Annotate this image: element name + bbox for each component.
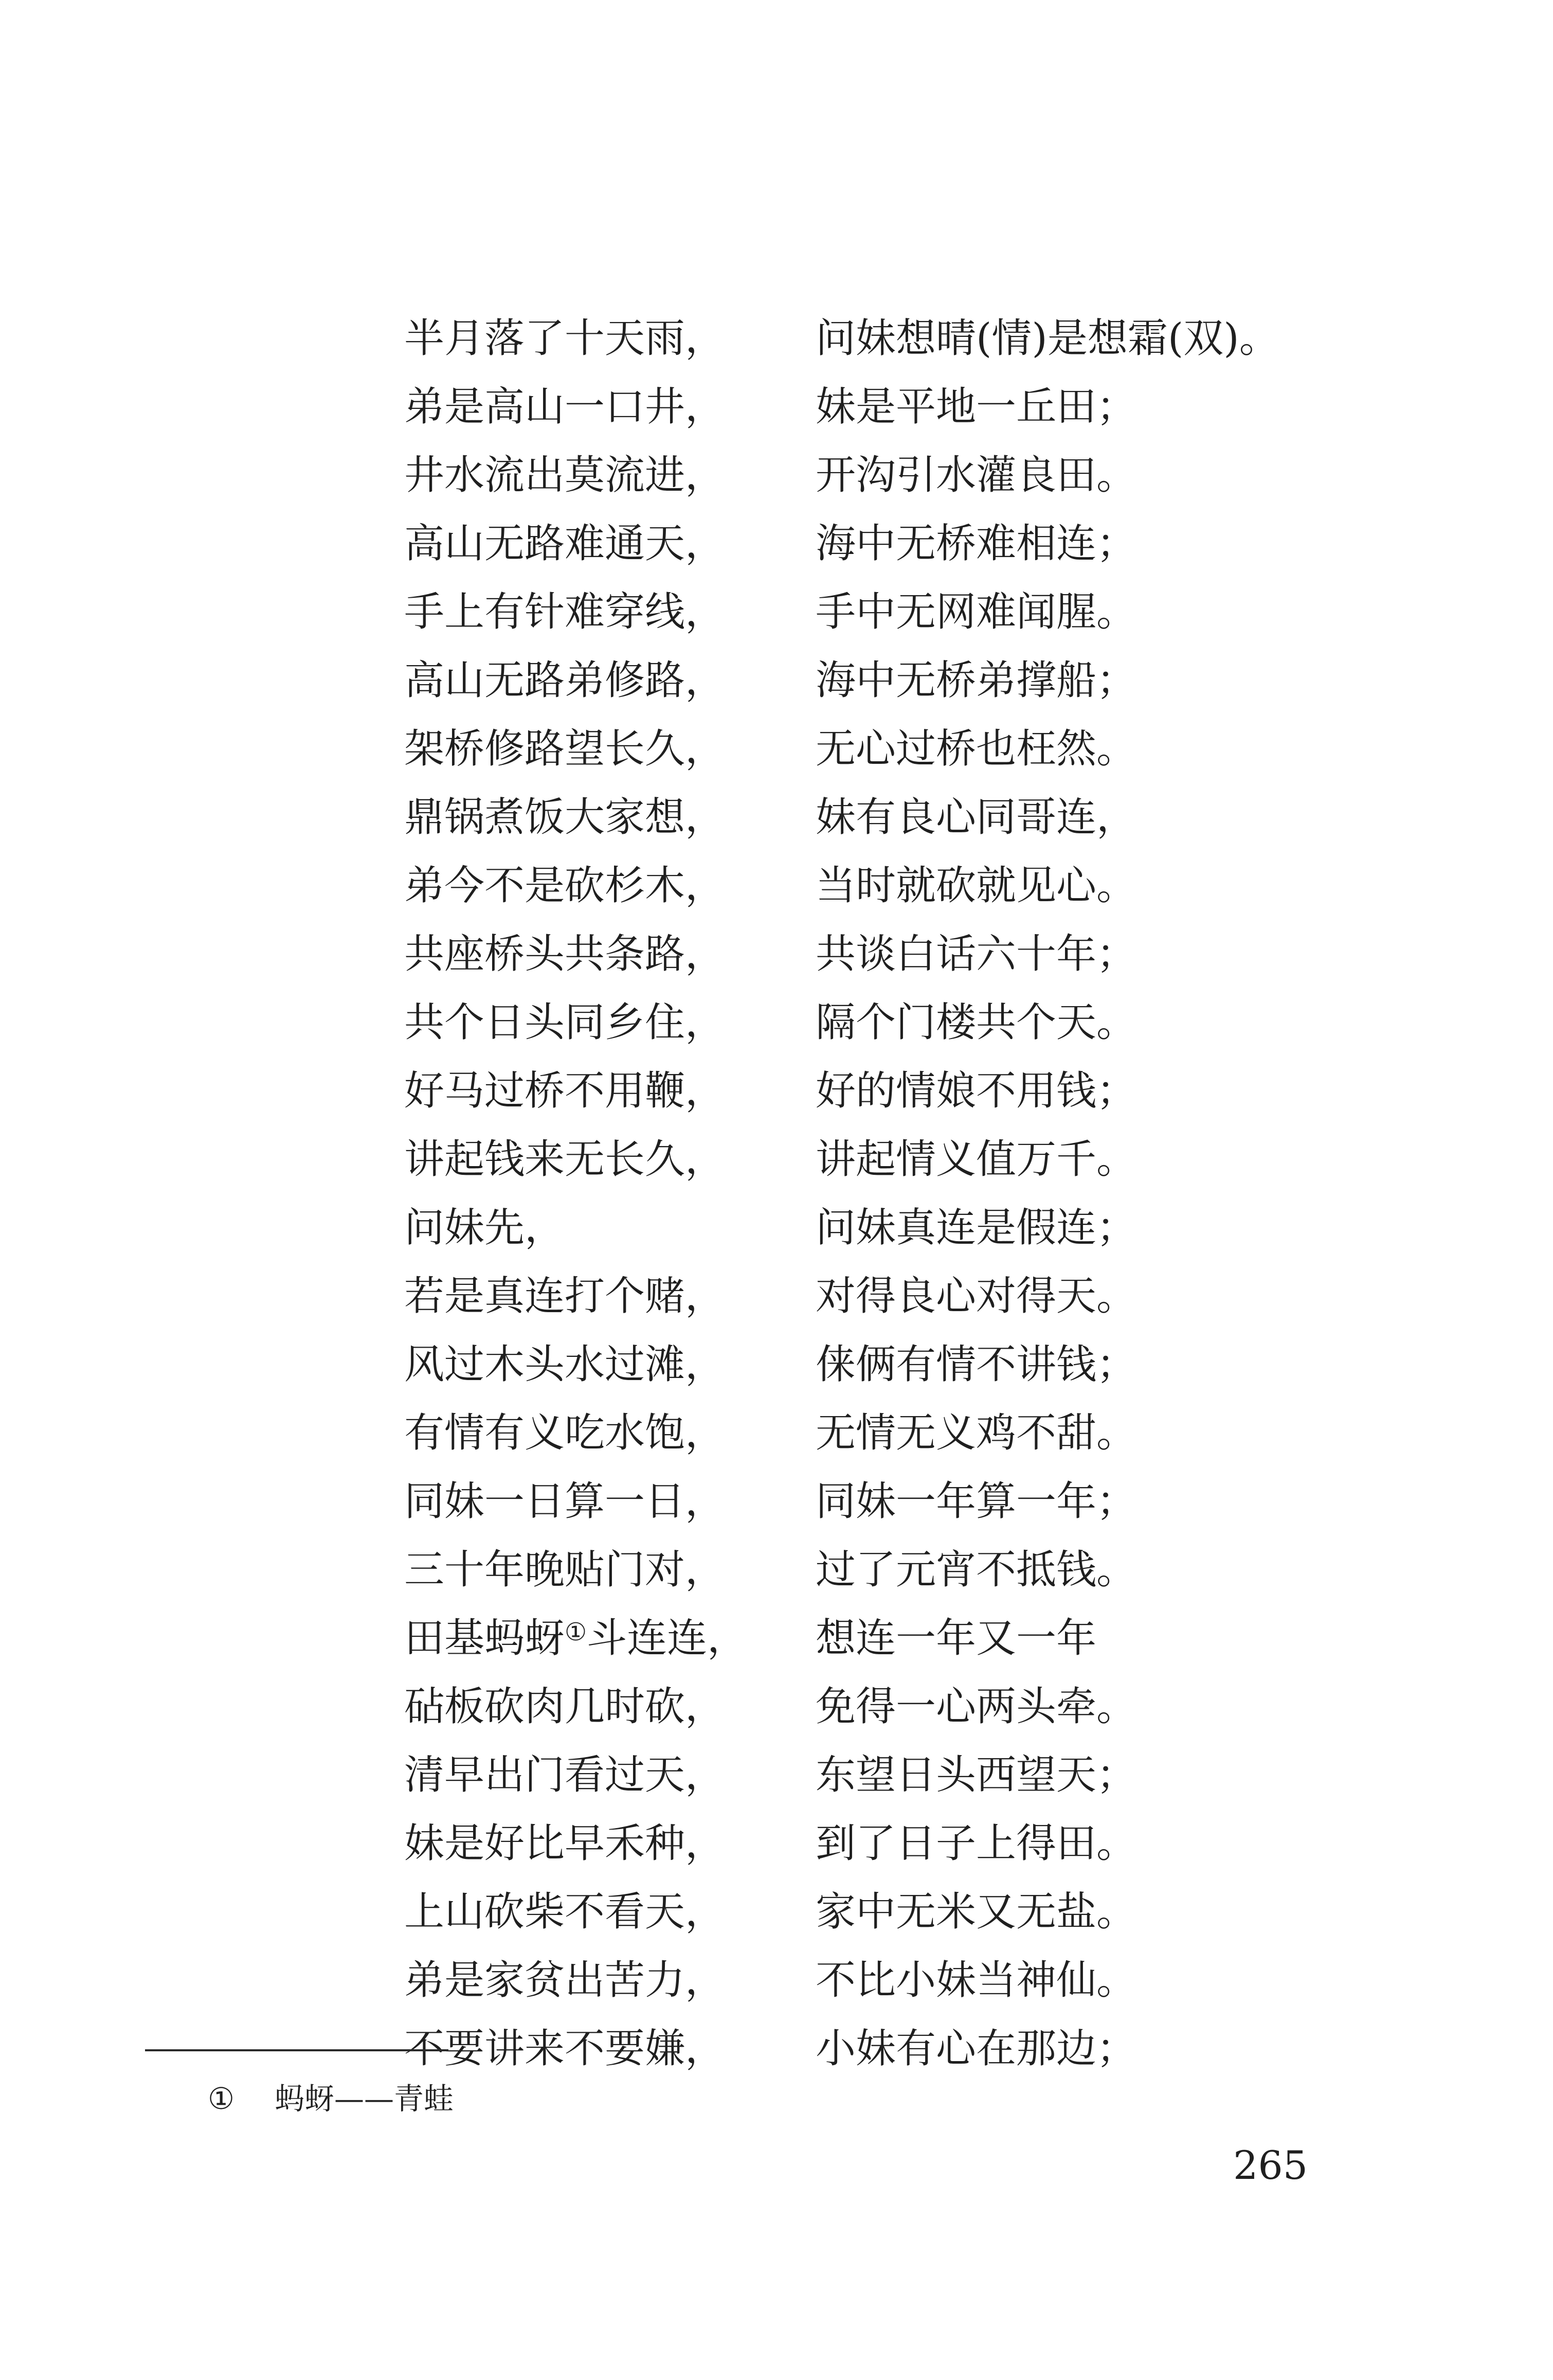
verse-line-second: 东望日头西望天； xyxy=(816,1752,1137,1798)
verse-line-second: 同妹一年算一年； xyxy=(816,1478,1137,1525)
verse-row xyxy=(404,510,1464,578)
footnote-divider xyxy=(145,2049,448,2051)
verse-line-first: 三十年晚贴门对， xyxy=(404,1547,726,1593)
verse-line-first-end: 斗连连， xyxy=(587,1615,748,1661)
verse-line-second: 讲起情义值万千。 xyxy=(816,1136,1137,1183)
verse-line-first: 妹是好比早禾种， xyxy=(404,1820,726,1867)
verse-line-second: 海中无桥难相连； xyxy=(816,521,1137,567)
verse-row xyxy=(404,441,1464,510)
verse-line-first: 清早出门看过天， xyxy=(404,1752,726,1798)
verse-line-first: 井水流出莫流进， xyxy=(404,452,726,498)
verse-line-first: 问妹先， xyxy=(404,1205,565,1251)
verse-line-first: 有情有义吃水饱， xyxy=(404,1410,726,1456)
verse-line-first: 手上有针难穿线， xyxy=(404,589,726,635)
verse-line-first-with-note xyxy=(404,1604,747,1673)
verse-line-second: 俫俩有情不讲钱； xyxy=(816,1341,1137,1388)
verse-row xyxy=(404,989,1464,1057)
verse-line-first: 弟是高山一口井， xyxy=(404,384,726,430)
verse-line-first: 若是真连打个赌， xyxy=(404,1273,726,1319)
verse-line-first: 高山无路难通天， xyxy=(404,521,726,567)
verse-line-first: 高山无路弟修路， xyxy=(404,657,726,704)
verse-row xyxy=(404,715,1464,783)
verse-row xyxy=(404,647,1464,715)
footnote-text: 蚂蚜——青蛙 xyxy=(275,2081,454,2116)
verse-row xyxy=(404,1194,1464,1262)
verse-row xyxy=(404,920,1464,989)
verse-line-second: 免得一心两头牵。 xyxy=(816,1684,1137,1730)
verse-line-first: 半月落了十天雨， xyxy=(404,315,726,362)
verse-row xyxy=(404,1125,1464,1194)
verse-line-first: 弟今不是砍杉木， xyxy=(404,863,726,909)
verse-row xyxy=(404,1331,1464,1399)
verse-line-second: 妹是平地一丘田； xyxy=(816,384,1137,430)
verse-line-second: 手中无网难闻腥。 xyxy=(816,589,1137,635)
verse-line-first: 弟是家贫出苦力， xyxy=(404,1957,726,2003)
verse-row xyxy=(404,852,1464,920)
verse-line-second: 好的情娘不用钱； xyxy=(816,1068,1137,1114)
verse-row xyxy=(404,1399,1464,1468)
verse-line-first: 不要讲来不要嫌， xyxy=(404,2026,726,2072)
page-number: 265 xyxy=(1233,2142,1308,2188)
verse-line-second: 想连一年又一年 xyxy=(816,1615,1097,1661)
verse-line-second: 问妹想晴(情)是想霜(双)。 xyxy=(816,315,1279,362)
footnote-mark: ① xyxy=(208,2081,234,2116)
verse-line-second: 海中无桥弟撑船； xyxy=(816,657,1137,704)
verse-row xyxy=(404,1536,1464,1604)
verse-line-first: 好马过桥不用鞭， xyxy=(404,1068,726,1114)
verse-row xyxy=(404,1878,1464,1946)
verse-line-first: 架桥修路望长久， xyxy=(404,726,726,772)
verse-line-second: 到了日子上得田。 xyxy=(816,1820,1137,1867)
verse-line-first: 共个日头同乡住， xyxy=(404,999,726,1046)
verse-row xyxy=(404,1057,1464,1125)
footnote-reference: ① xyxy=(565,1618,587,1647)
verse-line-second: 无情无义鸡不甜。 xyxy=(816,1410,1137,1456)
verse-row xyxy=(404,1673,1464,1741)
verse-row xyxy=(404,305,1464,373)
verse-line-first: 砧板砍肉几时砍， xyxy=(404,1684,726,1730)
verse-line-second: 家中无米又无盐。 xyxy=(816,1889,1137,1935)
verse-row xyxy=(404,373,1464,441)
verse-line-first: 同妹一日算一日， xyxy=(404,1478,726,1525)
verse-line-first: 讲起钱来无长久， xyxy=(404,1136,726,1183)
verse-row xyxy=(404,1741,1464,1810)
poem xyxy=(404,305,1464,2083)
verse-row xyxy=(404,578,1464,647)
verse-line-second: 不比小妹当神仙。 xyxy=(816,1957,1137,2003)
verse-line-second: 过了元宵不抵钱。 xyxy=(816,1547,1137,1593)
verse-row xyxy=(404,1468,1464,1536)
verse-line-second: 对得良心对得天。 xyxy=(816,1273,1137,1319)
verse-row xyxy=(404,783,1464,852)
verse-line-second: 共谈白话六十年； xyxy=(816,931,1137,977)
verse-row xyxy=(404,1946,1464,2015)
verse-row xyxy=(404,1810,1464,1878)
verse-line-first: 共座桥头共条路， xyxy=(404,931,726,977)
verse-row xyxy=(404,1604,1464,1673)
verse-line-second: 无心过桥也枉然。 xyxy=(816,726,1137,772)
verse-line-second: 开沟引水灌良田。 xyxy=(816,452,1137,498)
verse-line-first: 鼎锅煮饭大家想， xyxy=(404,794,726,840)
verse-row xyxy=(404,2015,1464,2083)
verse-line-second: 小妹有心在那边； xyxy=(816,2026,1137,2072)
verse-row xyxy=(404,1262,1464,1331)
verse-line-first-start: 田基蚂蚜 xyxy=(404,1615,565,1661)
verse-line-second: 当时就砍就见心。 xyxy=(816,863,1137,909)
verse-line-first: 风过木头水过滩， xyxy=(404,1341,726,1388)
verse-line-second: 隔个门楼共个天。 xyxy=(816,999,1137,1046)
verse-line-first: 上山砍柴不看天， xyxy=(404,1889,726,1935)
verse-line-second: 问妹真连是假连； xyxy=(816,1205,1137,1251)
verse-line-second: 妹有良心同哥连， xyxy=(816,794,1137,840)
